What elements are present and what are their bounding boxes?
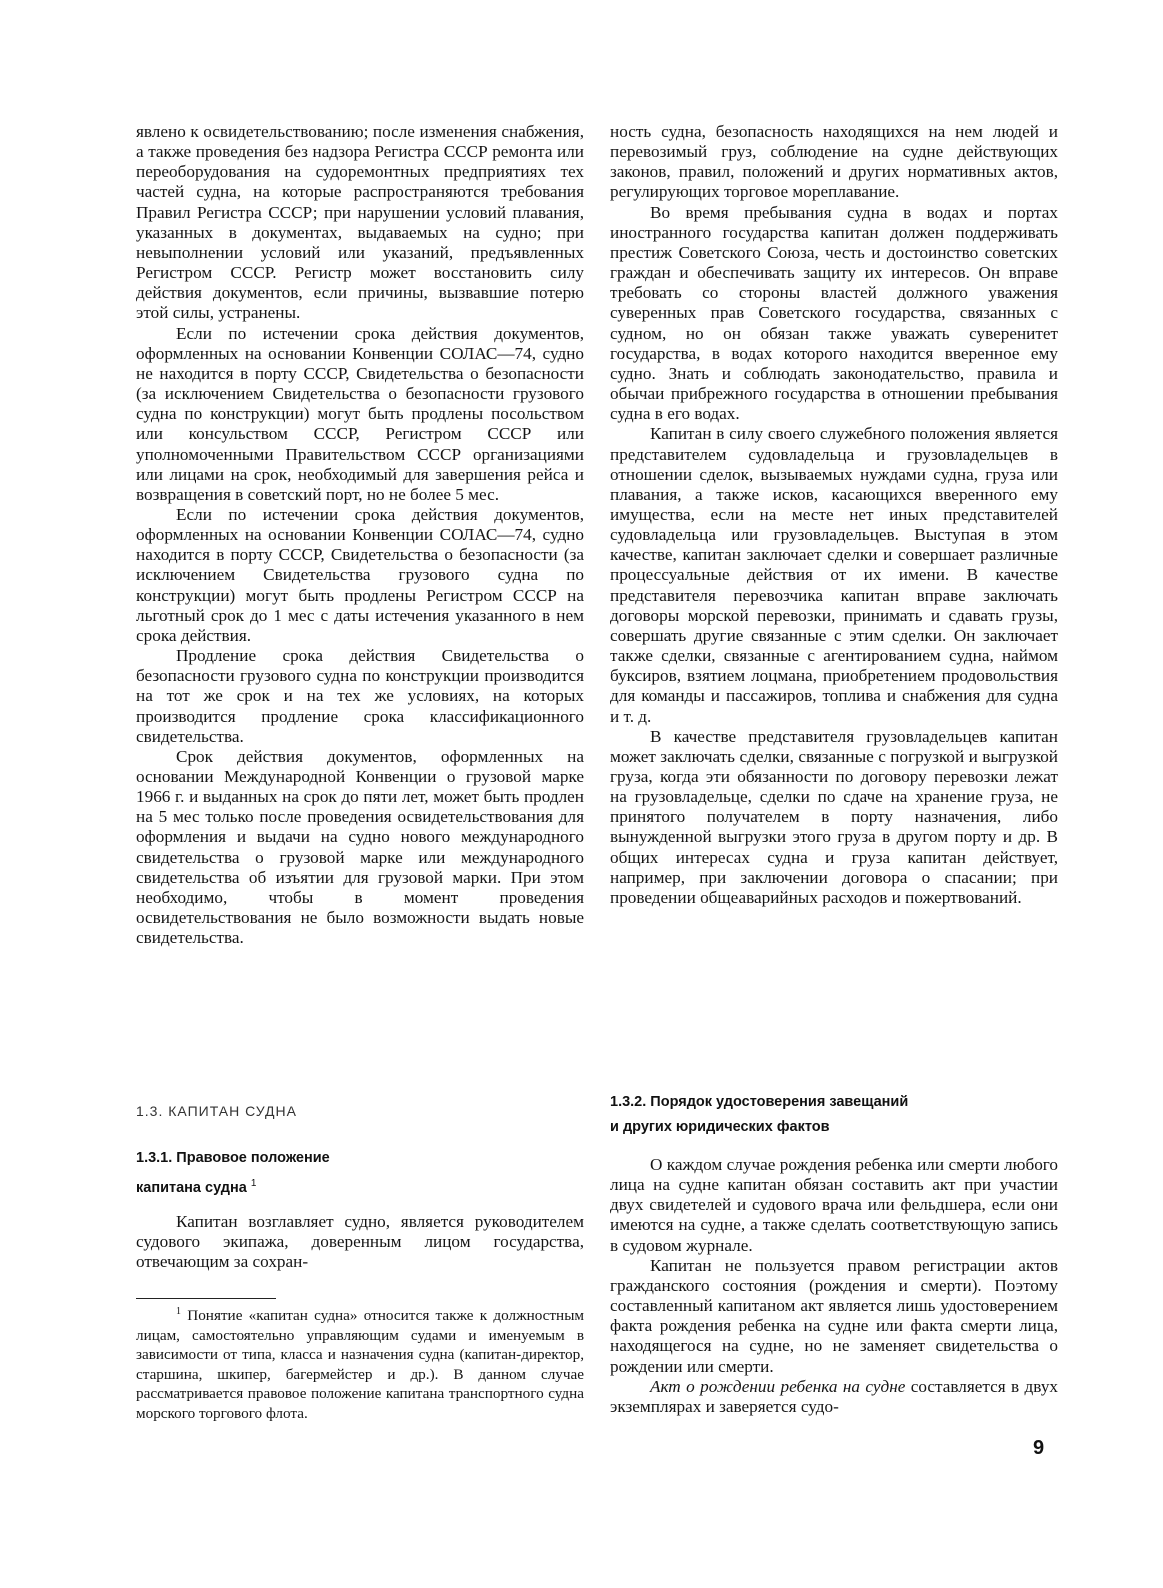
right-section-paragraph-2: Капитан не пользуется правом регистрации актов гражданского состояния (рождения и смерти). Поэтому составленный капитаном акт является лишь удостоверением факта рождения ребенка на судне или факта смерти лица, находящегося на судне, но не заменяет свидетельства о рождении или смерти. <box>610 1255 1058 1376</box>
footnote-divider <box>136 1298 276 1299</box>
section-heading-1-3-1 <box>136 1146 584 1201</box>
italic-phrase: Акт о рождении ребенка на судне <box>650 1376 906 1396</box>
left-column <box>136 122 584 948</box>
left-paragraph-5: Срок действия документов, оформленных на основании Международной Конвенции о грузовой марке 1966 г. и выданных на срок до пяти лет, может быть продлен на 5 мес только после проведения освидетельствования для оформления и выдачи на судно нового международного свидетельства о грузовой марке или международного свидетельства об изъятии для грузовой марки. При этом необходимо, чтобы в момент проведения освидетельствования не было возможности выдать новые свидетельства. <box>136 746 584 948</box>
left-section-body <box>136 1212 584 1272</box>
left-paragraph-4: Продление срока действия Свидетельства о безопасности грузового судна по конструкции производится на тот же срок и на тех же условиях, на которых производится продление срока классификационного свидетельства. <box>136 646 584 746</box>
left-paragraph-1: явлено к освидетельствованию; после изменения снабжения, а также проведения без надзора Регистра СССР ремонта или переоборудования на судоремонтных предприятиях тех частей судна, на которые распространяются требования Правил Регистра СССР; при нарушении условий плавания, указанных в документах, выдаваемых на судно; при невыполнении условий или указаний, предъявленных Регистром СССР. Регистр может восстановить силу действия документов, если причины, вызвавшие потерю этой силы, устранены. <box>136 122 584 323</box>
right-paragraph-1: ность судна, безопасность находящихся на нем людей и перевозимый груз, соблюдение на судне действующих законов, правил, положений и других нормативных актов, регулирующих торговое мореплавание. <box>610 122 1058 202</box>
left-paragraph-2: Если по истечении срока действия документов, оформленных на основании Конвенции СОЛАС—74, судно не находится в порту СССР, Свидетельства о безопасности (за исключением Свидетельства о безопасности грузового судна по конструкции) могут быть продлены посольством или консульством СССР, Регистром СССР или уполномоченными Правительством СССР организациями или лицами на срок, необходимый для завершения рейса и возвращения в советский порт, но не более 5 мес. <box>136 323 584 504</box>
paragraph-rest: составляется в двух экземплярах и заверяется судо- <box>610 1376 1059 1416</box>
section-heading-1-3-2 <box>610 1090 1058 1140</box>
footnote-text: Понятие «капитан судна» относится также к должностным лицам, самостоятельно управляющим судами и именуемым в зависимости от типа, класса и назначения судна (капитан-директор, старшина, шкипер, багермейстер и др.). В данном случае рассматривается правовое положение капитана транспортного судна морского торгового флота. <box>136 1307 585 1422</box>
section-heading-text: капитана судна <box>136 1179 247 1196</box>
right-section-paragraph-3 <box>610 1377 1058 1417</box>
footnote-reference: 1 <box>250 1178 257 1189</box>
right-paragraph-3: Капитан в силу своего служебного положения является представителем судовладельца и грузовладельцев в отношении сделок, вызываемых нуждами судна, груза или плавания, а также исков, касающихся вверенного ему имущества, если на месте нет иных представителей судовладельца или грузовладельцев. Выступая в этом качестве, капитан заключает сделки и совершает различные процессуальные действия от их имени. В качестве представителя перевозчика капитан вправе заключать договоры морской перевозки, принимать и сдавать грузы, совершать другие связанные с этим сделки. Он заключает также сделки, связанные с агентированием судна, наймом буксиров, взятием лоцмана, приобретением продовольствия для команды и пассажиров, топлива и снабжения для судна и т. д. <box>610 424 1058 726</box>
section-heading-line-1: 1.3.1. Правовое положение <box>136 1150 330 1166</box>
right-section-body <box>610 1155 1058 1417</box>
left-paragraph-3: Если по истечении срока действия документов, оформленных на основании Конвенции СОЛАС—74, судно находится в порту СССР, Свидетельства о безопасности (за исключением Свидетельства грузового судна по конструкции) могут быть продлены Регистром СССР на льготный срок до 1 мес с даты истечения указанного в нем срока действия. <box>136 504 584 645</box>
section-heading-line-2 <box>136 1171 584 1201</box>
page-number: 9 <box>1033 1437 1045 1459</box>
footnote <box>136 1302 584 1423</box>
section-heading-line-2: и других юридических фактов <box>610 1119 830 1135</box>
section-heading-line-1: 1.3.2. Порядок удостоверения завещаний <box>610 1094 909 1110</box>
chapter-heading: 1.3. КАПИТАН СУДНА <box>136 1103 297 1119</box>
left-section-paragraph: Капитан возглавляет судно, является руководителем судового экипажа, доверенным лицом государства, отвечающим за сохран- <box>136 1212 584 1272</box>
right-section-paragraph-1: О каждом случае рождения ребенка или смерти любого лица на судне капитан обязан составить акт при участии двух свидетелей и судового врача или фельдшера, если они имеются на судне, а также сделать соответствующую запись в судовом журнале. <box>610 1155 1058 1255</box>
right-column <box>610 122 1058 908</box>
right-paragraph-2: Во время пребывания судна в водах и портах иностранного государства капитан должен поддерживать престиж Советского Союза, честь и достоинство советских граждан и обеспечивать защиту их интересов. Он вправе требовать со стороны властей должного уважения суверенных прав Советского государства, связанных с судном, но он обязан также уважать суверенитет государства, в водах которого находится вверенное ему судно. Знать и соблюдать законодательство, правила и обычаи прибрежного государства в отношении пребывания судна в его водах. <box>610 202 1058 424</box>
right-paragraph-4: В качестве представителя грузовладельцев капитан может заключать сделки, связанные с погрузкой и выгрузкой груза, когда эти обязанности по договору перевозки лежат на грузовладельце, сделки по сдаче на хранение груза, не принятого получателем в порту назначения, либо вынужденной выгрузки этого груза в другом порту и др. В общих интересах судна и груза капитан действует, например, при заключении договора о спасании; при проведении общеаварийных расходов и пожертвований. <box>610 726 1058 907</box>
footnote-marker: 1 <box>176 1306 181 1317</box>
